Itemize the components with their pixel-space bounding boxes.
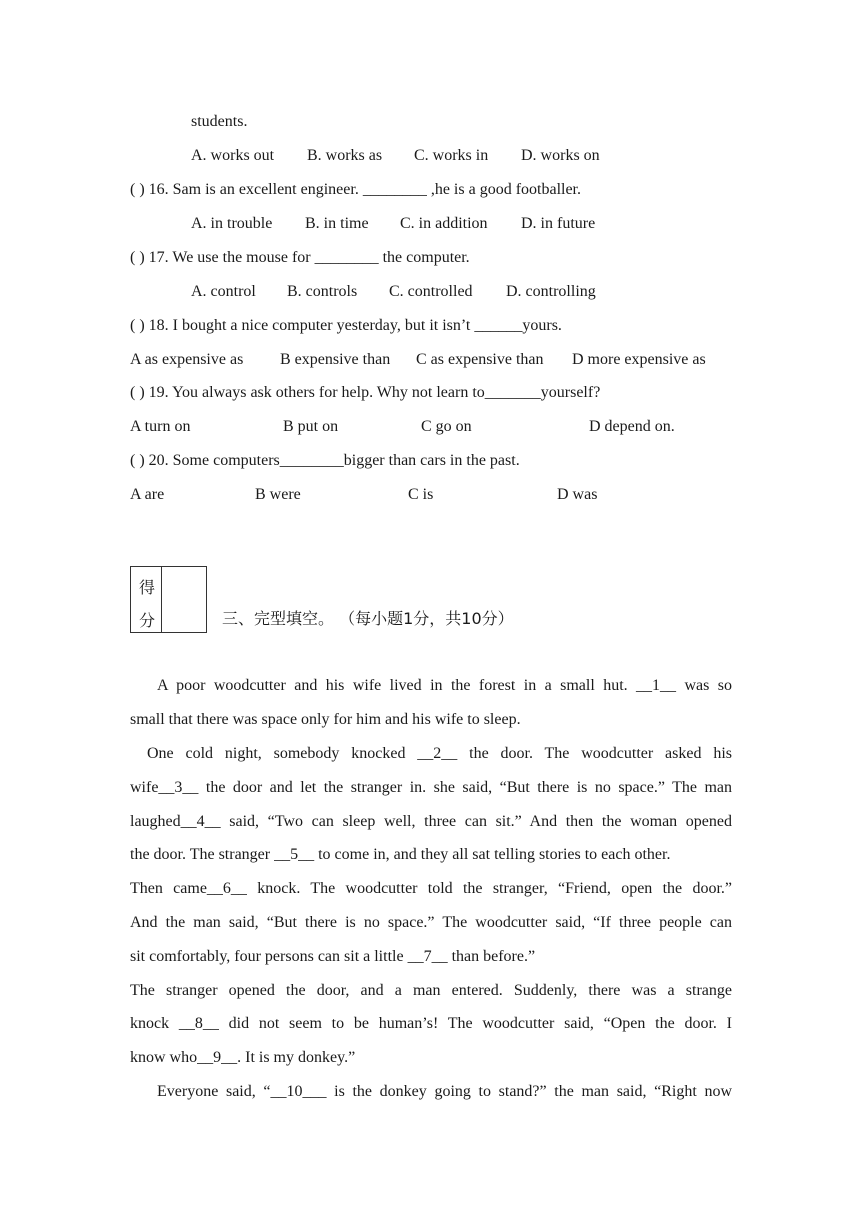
passage-line: know who__9__. It is my donkey.” (130, 1049, 356, 1066)
score-box (130, 566, 207, 633)
q15-continuation: students. (191, 113, 248, 130)
q19-option-d: D depend on. (589, 418, 675, 435)
q17-option-a: A. control (191, 283, 256, 300)
q15-option-a: A. works out (191, 147, 275, 164)
q20-stem: ( ) 20. Some computers________bigger than cars in the past. (130, 452, 520, 469)
q16-option-d: D. in future (521, 215, 596, 232)
q16-option-c: C. in addition (400, 215, 488, 232)
q17-option-c: C. controlled (389, 283, 473, 300)
q18-option-c: C as expensive than (416, 351, 544, 368)
q18-option-b: B expensive than (280, 351, 391, 368)
q16-stem: ( ) 16. Sam is an excellent engineer. ________ ,he is a good footballer. (130, 181, 581, 198)
passage-line: Then came__6__ knock. The woodcutter told the stranger, “Friend, open the door.” (130, 880, 732, 897)
score-box-label-bottom: 分 (139, 611, 156, 630)
passage-line: wife__3__ the door and let the stranger in. she said, “But there is no space.” The man (130, 779, 732, 796)
q19-stem: ( ) 19. You always ask others for help. Why not learn to_______yourself? (130, 384, 601, 401)
q17-option-d: D. controlling (506, 283, 596, 300)
score-box-divider (161, 567, 162, 632)
passage-line: the door. The stranger __5__ to come in, and they all sat telling stories to each other. (130, 846, 671, 863)
q19-option-a: A turn on (130, 418, 191, 435)
passage-line: sit comfortably, four persons can sit a little __7__ than before.” (130, 948, 536, 965)
score-box-label-top: 得 (139, 578, 156, 597)
q20-option-d: D was (557, 486, 598, 503)
q15-option-b: B. works as (307, 147, 383, 164)
q15-option-d: D. works on (521, 147, 600, 164)
passage-line: A poor woodcutter and his wife lived in the forest in a small hut. __1__ was so (157, 677, 732, 694)
passage-line: Everyone said, “__10___ is the donkey going to stand?” the man said, “Right now (157, 1083, 732, 1100)
q20-option-c: C is (408, 486, 434, 503)
passage-line: The stranger opened the door, and a man entered. Suddenly, there was a strange (130, 982, 732, 999)
passage-line: One cold night, somebody knocked __2__ the door. The woodcutter asked his (147, 745, 732, 762)
q19-option-c: C go on (421, 418, 472, 435)
passage-line: And the man said, “But there is no space.” The woodcutter said, “If three people can (130, 914, 732, 931)
passage-line: knock __8__ did not seem to be human’s! The woodcutter said, “Open the door. I (130, 1015, 732, 1032)
q20-option-b: B were (255, 486, 301, 503)
q18-stem: ( ) 18. I bought a nice computer yesterday, but it isn’t ______yours. (130, 317, 562, 334)
q19-option-b: B put on (283, 418, 339, 435)
passage-line: small that there was space only for him and his wife to sleep. (130, 711, 521, 728)
q16-option-a: A. in trouble (191, 215, 273, 232)
q18-option-d: D more expensive as (572, 351, 706, 368)
passage-line: laughed__4__ said, “Two can sleep well, three can sit.” And then the woman opened (130, 813, 732, 830)
section-title: 三、完型填空。 （每小题1分，共10分） (222, 609, 514, 628)
q18-option-a: A as expensive as (130, 351, 244, 368)
q20-option-a: A are (130, 486, 165, 503)
q16-option-b: B. in time (305, 215, 369, 232)
q17-stem: ( ) 17. We use the mouse for ________ the computer. (130, 249, 470, 266)
q15-option-c: C. works in (414, 147, 489, 164)
q17-option-b: B. controls (287, 283, 358, 300)
